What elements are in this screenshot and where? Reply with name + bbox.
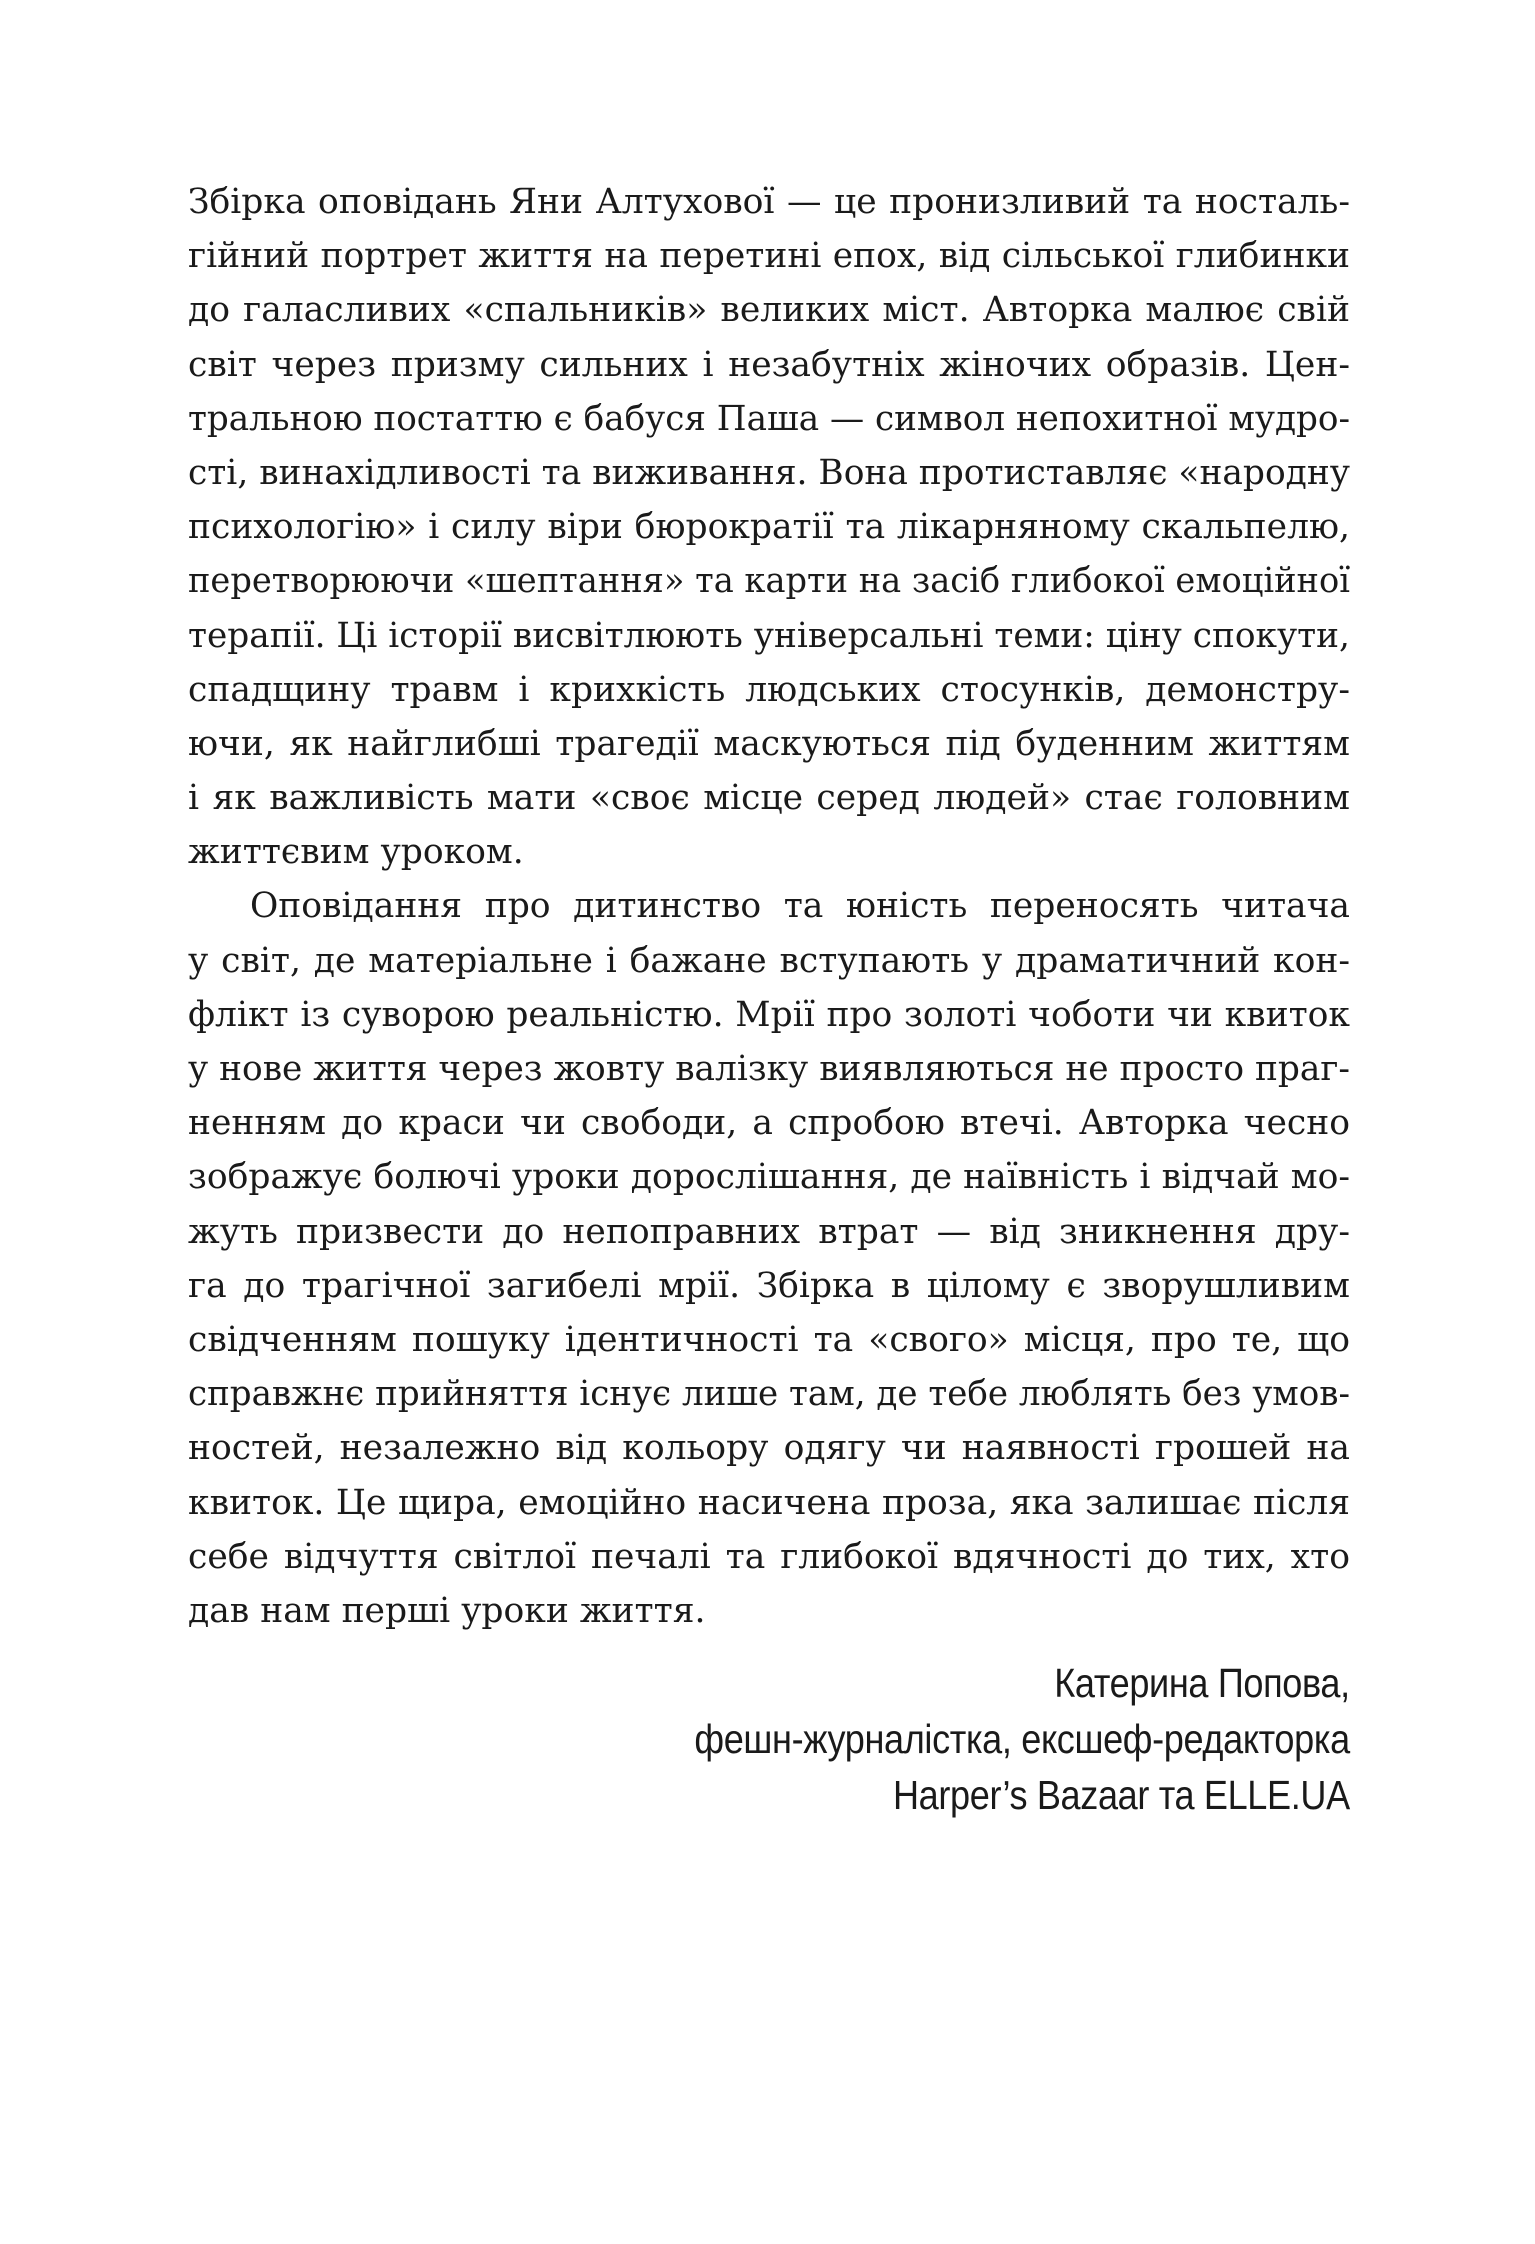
text-line: у світ, де матеріальне і бажане вступають у драматичний кон- bbox=[188, 940, 1350, 981]
text-line: флікт із суворою реальністю. Мрії про золоті чоботи чи квиток bbox=[188, 994, 1350, 1035]
text-line: перетворюючи «шептання» та карти на засіб глибокої емоційної bbox=[188, 561, 1350, 602]
text-line: сті, винахідливості та виживання. Вона протиставляє «народну bbox=[188, 452, 1351, 493]
text-line: Оповідання про дитинство та юність переносять читача bbox=[250, 886, 1350, 927]
text-line: гійний портрет життя на перетині епох, від сільської глибинки bbox=[188, 236, 1350, 277]
text-line: себе відчуття світлої печалі та глибокої вдячності до тих, хто bbox=[188, 1536, 1350, 1577]
signature-role: фешн-журналістка, ексшеф-редакторка bbox=[694, 1716, 1350, 1762]
text-line: у нове життя через жовту валізку виявляються не просто праг- bbox=[188, 1049, 1350, 1089]
text-line: і як важливість мати «своє місце серед людей» стає головним bbox=[188, 778, 1350, 819]
text-line: ненням до краси чи свободи, а спробою втечі. Авторка чесно bbox=[188, 1103, 1350, 1144]
text-line: тральною постаттю є бабуся Паша — символ непохитної мудро- bbox=[188, 398, 1351, 439]
text-line: психологію» і силу віри бюрократії та лікарняному скальпелю, bbox=[188, 507, 1350, 548]
text-line: свідченням пошуку ідентичності та «свого» місця, про те, що bbox=[188, 1319, 1350, 1360]
text-line: спадщину травм і крихкість людських стосунків, демонстру- bbox=[188, 669, 1350, 710]
text-line: квиток. Це щира, емоційно насичена проза, яка залишає після bbox=[188, 1482, 1350, 1523]
text-line: ностей, незалежно від кольору одягу чи наявності грошей на bbox=[188, 1428, 1350, 1469]
text-line: терапії. Ці історії висвітлюють універсальні теми: ціну спокути, bbox=[188, 615, 1350, 656]
text-line: га до трагічної загибелі мрії. Збірка в цілому є зворушливим bbox=[188, 1265, 1350, 1306]
text-line: дав нам перші уроки життя. bbox=[188, 1590, 706, 1631]
text-line: Збірка оповідань Яни Алтухової — це пронизливий та носталь- bbox=[188, 182, 1350, 222]
text-line: справжнє прийняття існує лише там, де тебе люблять без умов- bbox=[188, 1374, 1351, 1415]
text-line: життєвим уроком. bbox=[188, 832, 524, 873]
text-line: ючи, як найглибші трагедії маскуються під буденним життям bbox=[188, 723, 1350, 764]
text-line: світ через призму сильних і незабутніх жіночих образів. Цен- bbox=[188, 344, 1350, 385]
paragraph-2 bbox=[188, 879, 1350, 1638]
signature-outlets: Harper’s Bazaar та ELLE.UA bbox=[893, 1772, 1350, 1818]
signature-block bbox=[605, 1655, 1350, 1823]
text-line: жуть призвести до непоправних втрат — від зникнення дру- bbox=[188, 1211, 1350, 1252]
text-line: зображує болючі уроки дорослішання, де наївність і відчай мо- bbox=[188, 1157, 1350, 1198]
paragraph-1 bbox=[188, 175, 1350, 879]
text-line: до галасливих «спальників» великих міст. Авторка малює свій bbox=[188, 290, 1350, 331]
review-text bbox=[188, 175, 1350, 1638]
signature-name: Катерина Попова, bbox=[1054, 1660, 1350, 1706]
